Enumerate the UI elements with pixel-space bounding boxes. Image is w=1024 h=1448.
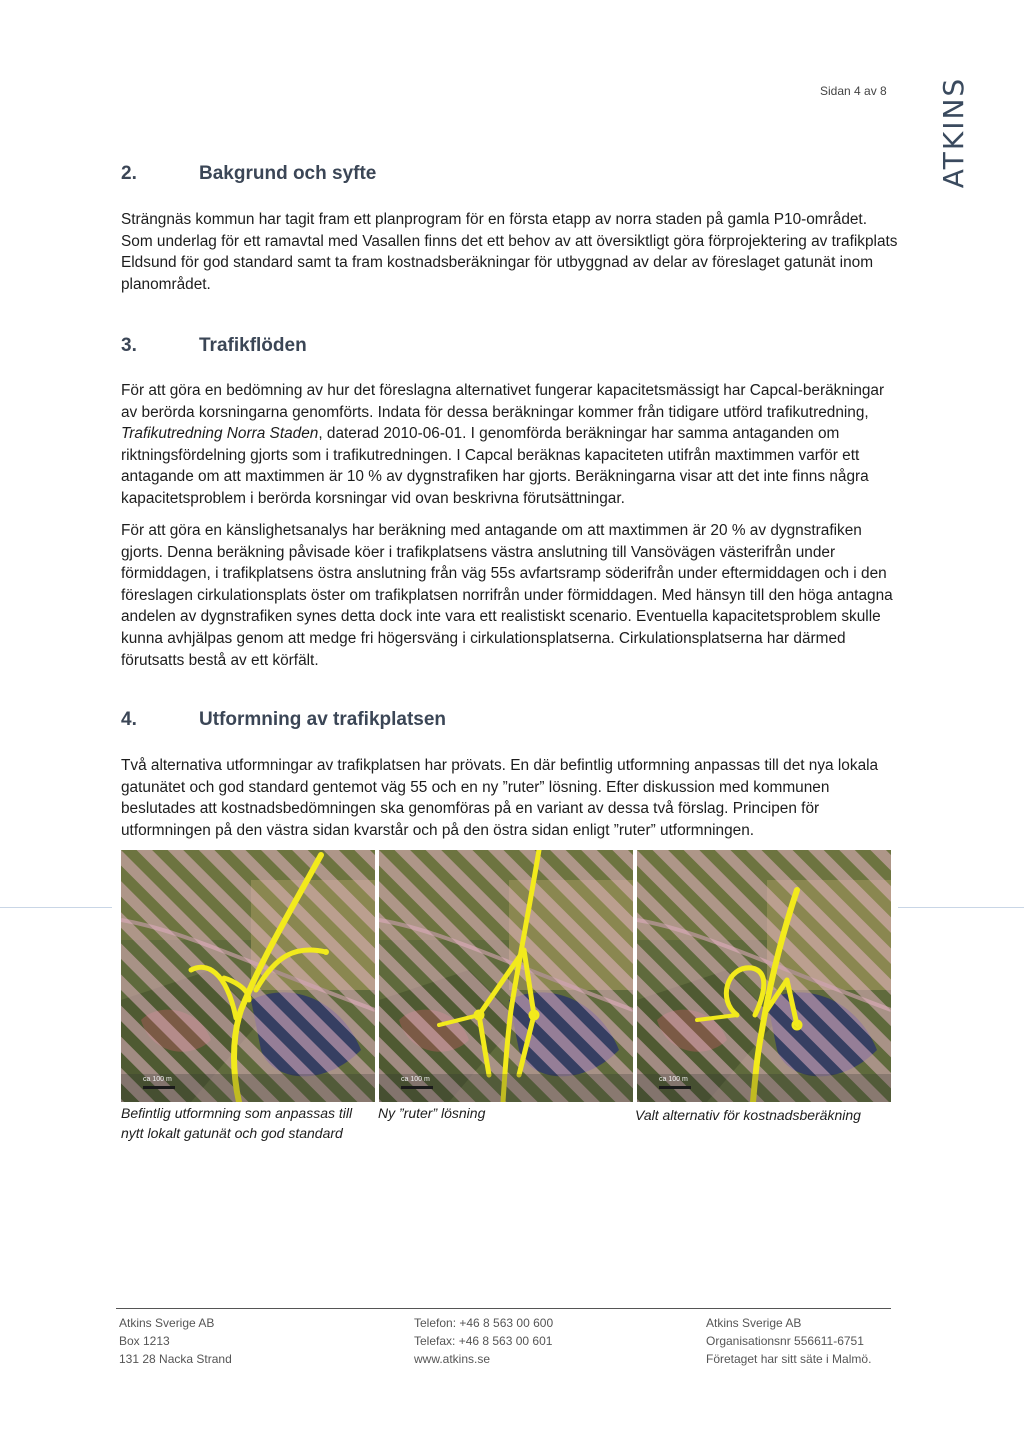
figure-caption-3: Valt alternativ för kostnadsberäkning (635, 1107, 861, 1123)
scan-edge-line-right (898, 907, 1024, 908)
page-number: Sidan 4 av 8 (820, 84, 887, 98)
footer-line: Organisationsnr 556611-6751 (706, 1334, 864, 1348)
section-3-title: Trafikflöden (199, 335, 307, 356)
logo-text: ATKINS (937, 76, 971, 188)
section-3-paragraph-1 (121, 380, 901, 510)
scale-label-2: ca 100 m (401, 1076, 430, 1083)
figure-caption-2: Ny ”ruter” lösning (378, 1105, 486, 1121)
atkins-logo (934, 76, 974, 188)
scale-label-1: ca 100 m (143, 1076, 172, 1083)
section-3-text-before: För att göra en bedömning av hur det föreslagna alternativet fungerar kapacitetsmässigt har Capcal-beräkningar av berörda korsningarna genomförts. Indata för dessa beräkningar kommer från tidigare utförd trafikutredning, (121, 382, 885, 421)
map-existing-layout (121, 850, 375, 1102)
footer-line: Atkins Sverige AB (706, 1316, 802, 1330)
footer-divider (116, 1308, 891, 1309)
report-title-italic: Trafikutredning Norra Staden (121, 425, 319, 443)
section-2-paragraph: Strängnäs kommun har tagit fram ett planprogram för en första etapp av norra staden på gamla P10-området. Som underlag för ett ramavtal med Vasallen finns det ett behov av att översiktligt göra förprojektering av trafikplats Eldsund för god standard samt ta fram kostnadsberäkningar för utbyggnad av delar av föreslaget gatunät inom planområdet. (121, 211, 898, 293)
map-diamond-layout (379, 850, 633, 1102)
section-4-paragraph: Två alternativa utformningar av trafikplatsen har prövats. En där befintlig utformning anpassas till det nya lokala gatunätet och god standard gentemot väg 55 och en ny ”ruter” lösning. Efter diskussion med kommunen beslutades att kostnadsbedömningen ska genomföras på en variant av dessa två förslag. Principen för utformningen på den västra sidan kvarstår och på den östra sidan enligt ”ruter” utformningen. (121, 757, 879, 839)
section-2-title: Bakgrund och syfte (199, 163, 377, 184)
scan-edge-line-left (0, 907, 112, 908)
footer-line: Företaget har sitt säte i Malmö. (706, 1352, 872, 1366)
map-chosen-layout (637, 850, 891, 1102)
footer-line: Telefax: +46 8 563 00 601 (414, 1334, 553, 1348)
interchange-figures (121, 850, 891, 1102)
footer-company-address (119, 1314, 232, 1368)
section-2-heading (121, 163, 376, 185)
footer-registration (706, 1314, 871, 1368)
aerial-map-2 (379, 850, 633, 1102)
footer-contact (414, 1314, 553, 1368)
section-3-heading (121, 335, 307, 357)
aerial-map-1 (121, 850, 375, 1102)
aerial-map-3 (637, 850, 891, 1102)
footer-website-link[interactable]: www.atkins.se (414, 1352, 491, 1366)
footer-line: Box 1213 (119, 1334, 170, 1348)
section-4-title: Utformning av trafikplatsen (199, 709, 447, 730)
section-4-heading (121, 709, 446, 731)
footer-line: Atkins Sverige AB (119, 1316, 215, 1330)
section-3-text-after: , daterad 2010-06-01. I genomförda beräkningar har samma antaganden om riktningsfördelning gjorts som i trafikutredningen. I Capcal beräknas kapaciteten utifrån maxtimmen varför ett antagande om att maxtimmen är 10 % av dygnstrafiken har gjorts. Beräkningarna visar att det inte finns några kapacitetsproblem i berörda korsningar vid ovan beskrivna förutsättningar. (121, 425, 869, 507)
footer-line: Telefon: +46 8 563 00 600 (414, 1316, 554, 1330)
section-3-number: 3. (121, 335, 137, 356)
scale-label-3: ca 100 m (659, 1076, 688, 1083)
section-3-paragraph-2: För att göra en känslighetsanalys har beräkning med antagande om att maxtimmen är 20 % av dygnstrafiken gjorts. Denna beräkning påvisade köer i trafikplatsens västra anslutning till Vansövägen västerifrån under förmiddagen, i trafikplatsens östra anslutning från väg 55s avfartsramp söderifrån under eftermiddagen och i den föreslagen cirkulationsplats öster om trafikplatsen norrifrån under förmiddagen. Med hänsyn till den höga antagna andelen av dygnstrafiken synes detta dock inte vara ett realistiskt scenario. Eventuella kapacitetsproblem skulle kunna avhjälpas genom att medge fri högersväng i cirkulationsplatserna. Cirkulationsplatserna har därmed förutsatts bestå av ett körfält. (121, 522, 893, 669)
section-4-number: 4. (121, 709, 137, 730)
footer-line: 131 28 Nacka Strand (119, 1352, 232, 1366)
figure-caption-1: Befintlig utformning som anpassas till nytt lokalt gatunät och god standard (121, 1105, 353, 1141)
section-2-number: 2. (121, 163, 137, 184)
